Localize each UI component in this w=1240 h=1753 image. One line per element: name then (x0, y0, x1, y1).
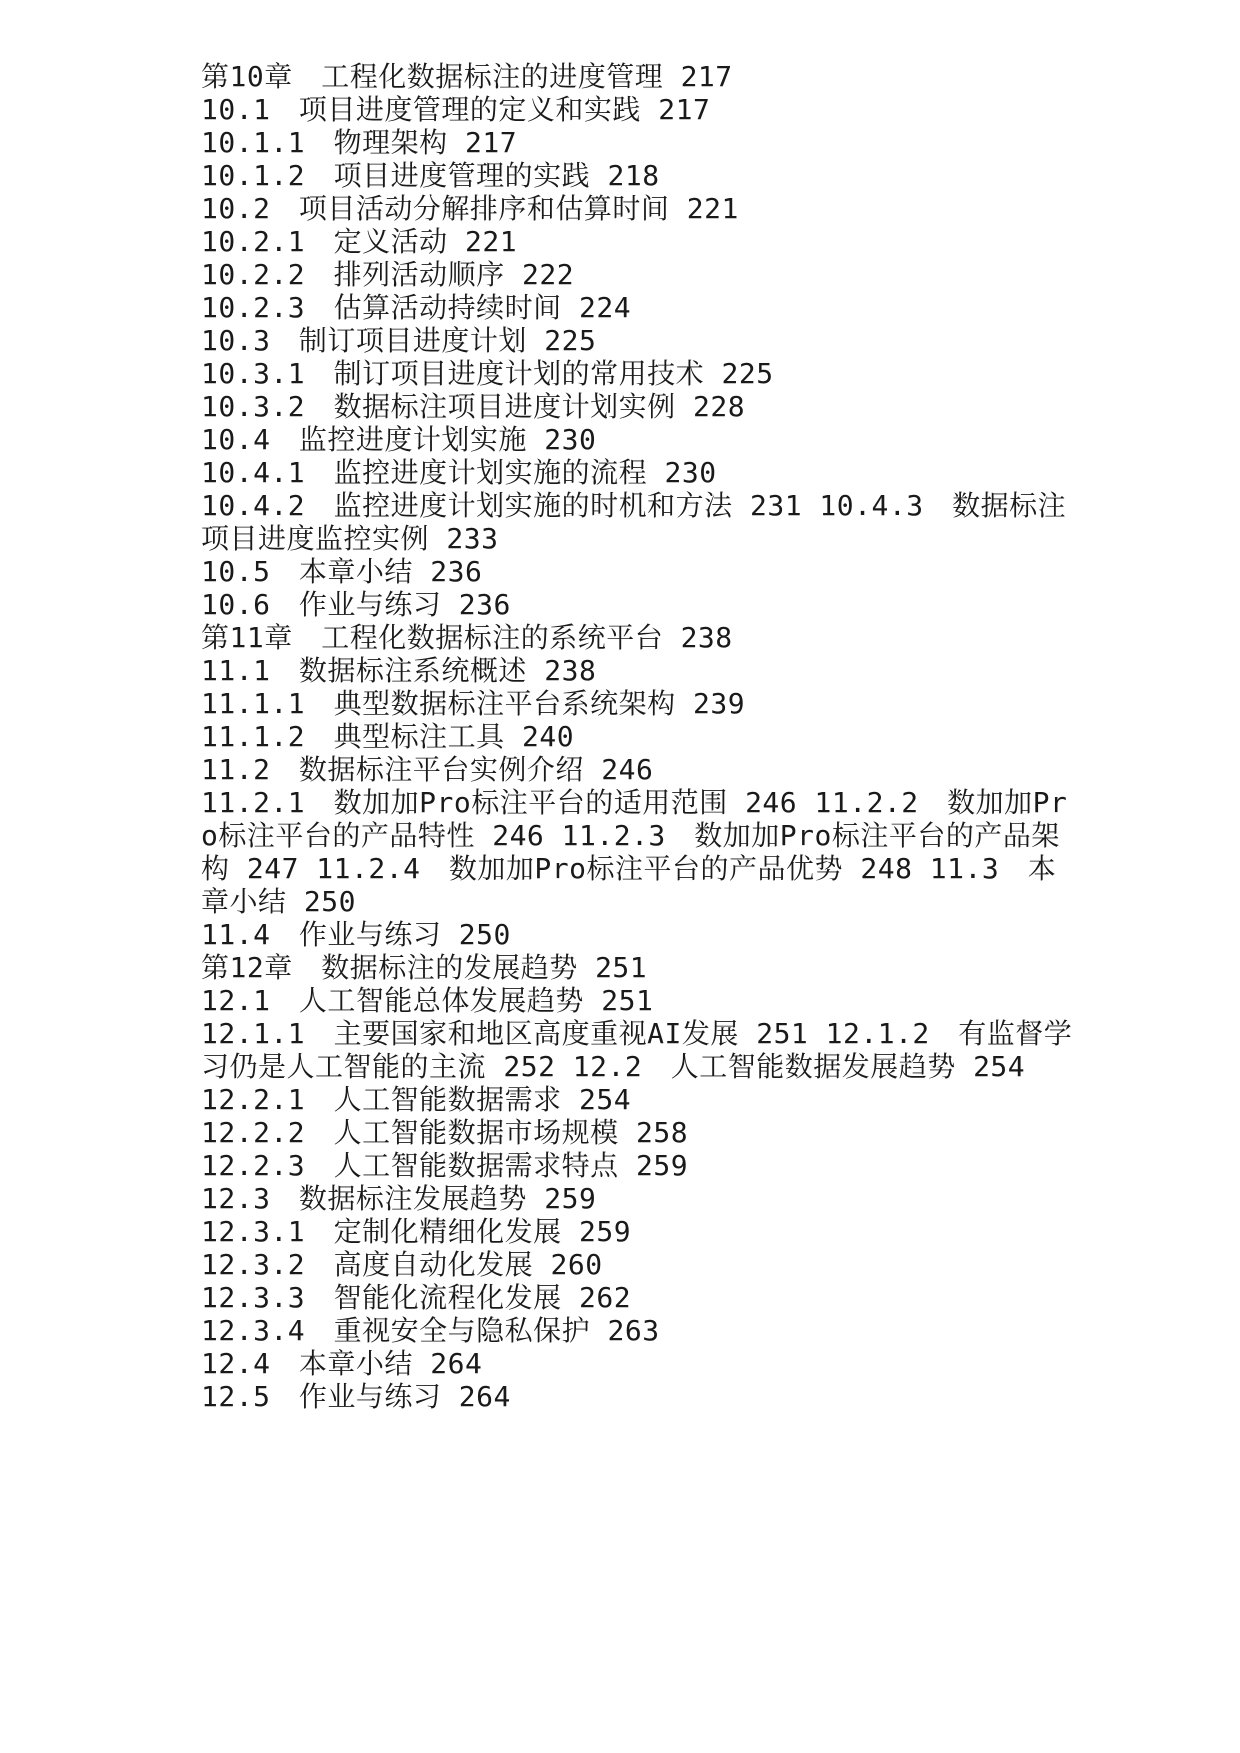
table-of-contents (201, 60, 1081, 1413)
toc-line: 11.4 作业与练习 250 (201, 918, 511, 951)
toc-line: 12.1.1 主要国家和地区高度重视AI发展 251 12.1.2 有监督学习仍是人工智能的主流 252 12.2 人工智能数据发展趋势 254 (201, 1017, 1073, 1083)
toc-line: 10.3 制订项目进度计划 225 (201, 324, 597, 357)
toc-line: 10.2 项目活动分解排序和估算时间 221 (201, 192, 739, 225)
toc-line: 10.3.2 数据标注项目进度计划实例 228 (201, 390, 746, 423)
toc-line: 10.2.3 估算活动持续时间 224 (201, 291, 632, 324)
toc-line: 10.1.2 项目进度管理的实践 218 (201, 159, 660, 192)
toc-line: 12.3.2 高度自动化发展 260 (201, 1248, 603, 1281)
toc-line: 10.3.1 制订项目进度计划的常用技术 225 (201, 357, 774, 390)
toc-line: 12.2.3 人工智能数据需求特点 259 (201, 1149, 689, 1182)
toc-line: 第12章 数据标注的发展趋势 251 (201, 951, 648, 984)
toc-line: 10.1.1 物理架构 217 (201, 126, 518, 159)
toc-line: 12.3.3 智能化流程化发展 262 (201, 1281, 632, 1314)
toc-line: 第11章 工程化数据标注的系统平台 238 (201, 621, 733, 654)
toc-line: 12.3.4 重视安全与隐私保护 263 (201, 1314, 660, 1347)
toc-line: 12.5 作业与练习 264 (201, 1380, 511, 1413)
toc-line: 11.1.1 典型数据标注平台系统架构 239 (201, 687, 746, 720)
toc-line: 12.2.1 人工智能数据需求 254 (201, 1083, 632, 1116)
toc-line: 第10章 工程化数据标注的进度管理 217 (201, 60, 733, 93)
toc-line: 12.3.1 定制化精细化发展 259 (201, 1215, 632, 1248)
toc-line: 10.1 项目进度管理的定义和实践 217 (201, 93, 711, 126)
toc-line: 10.6 作业与练习 236 (201, 588, 511, 621)
toc-line: 11.1 数据标注系统概述 238 (201, 654, 597, 687)
toc-line: 12.1 人工智能总体发展趋势 251 (201, 984, 654, 1017)
toc-line: 11.2 数据标注平台实例介绍 246 (201, 753, 654, 786)
toc-line: 10.2.1 定义活动 221 (201, 225, 518, 258)
toc-line: 12.3 数据标注发展趋势 259 (201, 1182, 597, 1215)
toc-line: 12.4 本章小结 264 (201, 1347, 483, 1380)
toc-line: 10.4.1 监控进度计划实施的流程 230 (201, 456, 717, 489)
toc-line: 10.4 监控进度计划实施 230 (201, 423, 597, 456)
toc-line: 11.2.1 数加加Pro标注平台的适用范围 246 11.2.2 数加加Pro标注平台的产品特性 246 11.2.3 数加加Pro标注平台的产品架构 247 11.2.4 数加加Pro标注平台的产品优势 248 11.3 本章小结 250 (201, 786, 1068, 918)
toc-line: 10.4.2 监控进度计划实施的时机和方法 231 10.4.3 数据标注项目进度监控实例 233 (201, 489, 1067, 555)
toc-line: 10.5 本章小结 236 (201, 555, 483, 588)
toc-line: 10.2.2 排列活动顺序 222 (201, 258, 575, 291)
toc-line: 12.2.2 人工智能数据市场规模 258 (201, 1116, 689, 1149)
toc-line: 11.1.2 典型标注工具 240 (201, 720, 575, 753)
